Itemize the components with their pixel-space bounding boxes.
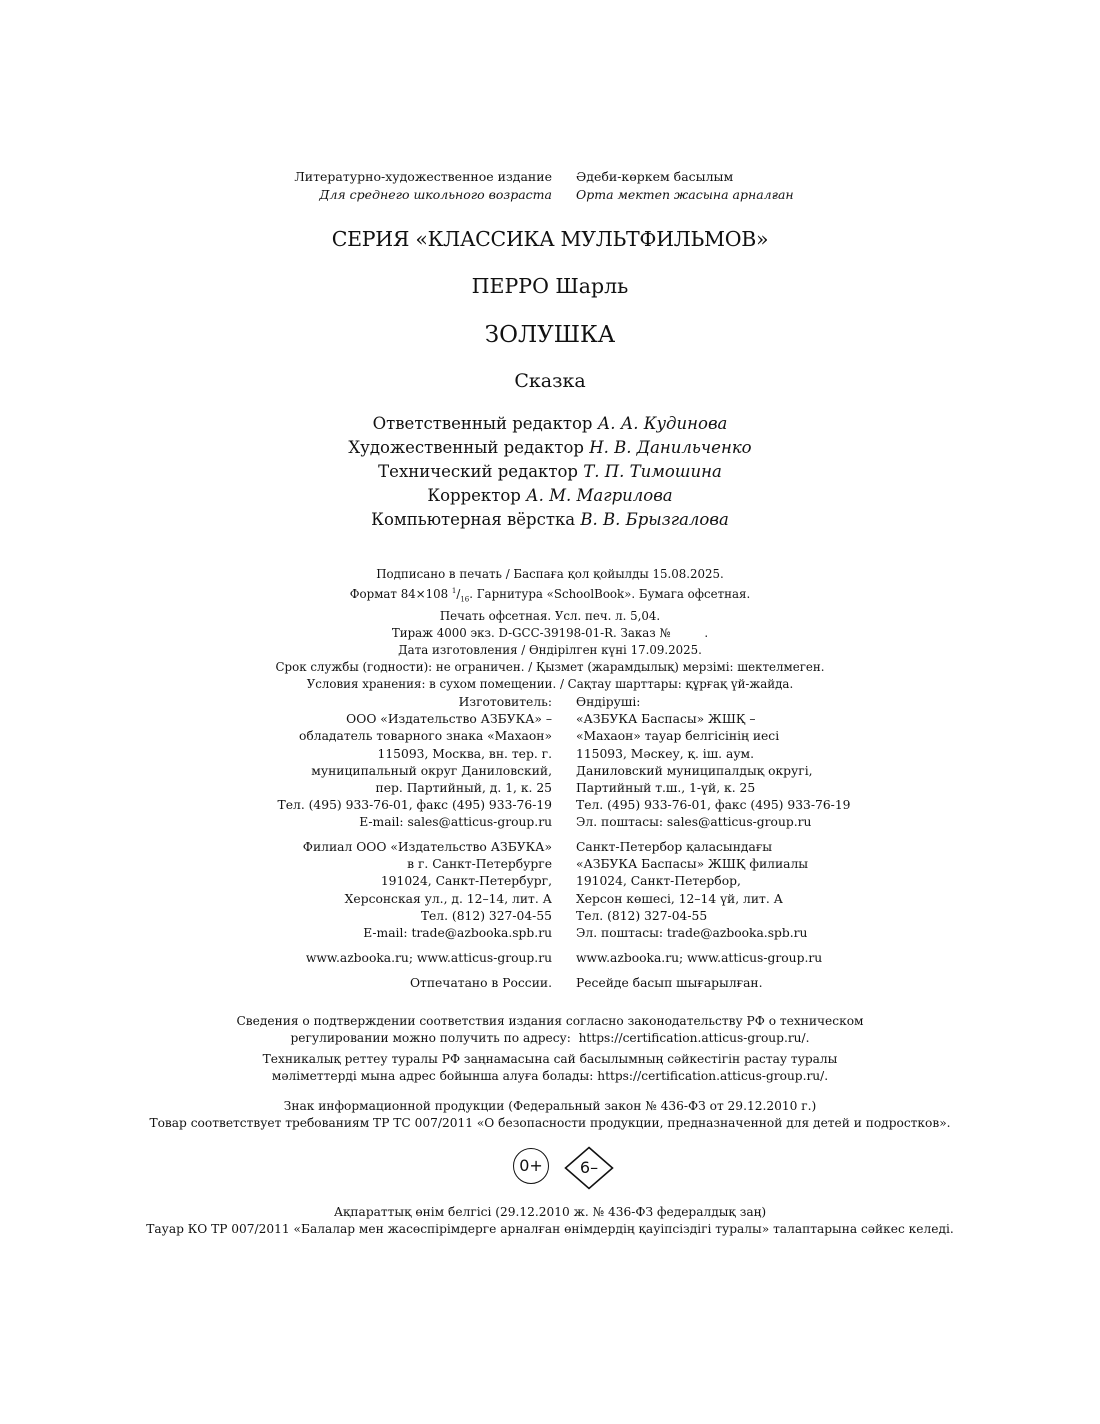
imprint-run: Тираж 4000 экз. D-GCC-39198-01-R. Заказ № .	[391, 626, 709, 641]
credit-name: Т. П. Тимошина	[583, 462, 722, 481]
format-sub: 16	[460, 595, 470, 604]
printed-ru: Отпечатано в России.	[409, 976, 552, 990]
genre-ru	[294, 168, 552, 204]
cert-ru-line: Сведения о подтверждении соответствия издания согласно законодательству РФ о техническом	[236, 1014, 864, 1028]
maker-kz-line: «Махаон» тауар белгісінің иесі	[576, 729, 780, 744]
info-ru-line: Товар соответствует требованиям ТР ТС 007/2011 «О безопасности продукции, предназначенной для детей и подростков».	[149, 1116, 951, 1130]
book-title: ЗОЛУШКА	[484, 322, 616, 348]
imprint-print: Печать офсетная. Усл. печ. л. 5,04.	[439, 609, 661, 624]
branch-ru	[303, 839, 552, 942]
branch-ru-line: 191024, Санкт-Петербург,	[380, 874, 552, 889]
certification-kz	[0, 1051, 1100, 1085]
branch-kz-line: Санкт-Петербор қаласындағы	[576, 840, 773, 854]
age-0plus-circle-icon: 0+	[513, 1148, 549, 1184]
info-product-kz	[0, 1204, 1100, 1238]
certification-ru	[0, 1013, 1100, 1047]
credit-name: А. А. Кудинова	[597, 414, 728, 433]
age-6-diamond-icon	[564, 1146, 614, 1190]
branch-ru-line: в г. Санкт-Петербурге	[407, 857, 552, 872]
cert-ru-line: регулировании можно получить по адресу: https://certification.atticus-group.ru/.	[290, 1031, 810, 1045]
websites-ru: www.azbooka.ru; www.atticus-group.ru	[305, 951, 552, 965]
credit-name: В. В. Брызгалова	[580, 510, 729, 529]
branch-kz-email: Эл. поштасы: trade@azbooka.spb.ru	[576, 926, 808, 941]
maker-kz-line: Өндіруші:	[576, 695, 641, 709]
branch-kz-line: «АЗБУКА Баспасы» ЖШҚ филиалы	[576, 857, 809, 872]
maker-ru-line: муниципальный округ Даниловский,	[311, 763, 552, 778]
series-title: СЕРИЯ «КЛАССИКА МУЛЬТФИЛЬМОВ»	[331, 227, 769, 251]
branch-ru-email: E-mail: trade@azbooka.spb.ru	[363, 926, 552, 941]
imprint-storage: Условия хранения: в сухом помещении. / Сақтау шарттары: құрғақ үй-жайда.	[306, 677, 794, 692]
info-kz-line: Ақпараттық өнім белгісі (29.12.2010 ж. № 436-ФЗ федералдық заң)	[333, 1205, 767, 1219]
info-product-ru	[0, 1098, 1100, 1132]
maker-kz-line: Партийный т.ш., 1-үй, к. 25	[576, 781, 756, 796]
imprint-date: Дата изготовления / Өндірілген күні 17.09.2025.	[398, 643, 702, 658]
cert-kz-line: мәліметтерді мына адрес бойынша алуға болады: https://certification.atticus-group.ru/.	[271, 1069, 829, 1083]
manufacturer-ru	[278, 694, 552, 832]
branch-ru-line: Тел. (812) 327-04-55	[420, 908, 552, 923]
genre-ru-age: Для среднего школьного возраста	[319, 187, 552, 202]
genre-kz	[576, 168, 794, 204]
maker-ru-line: Тел. (495) 933-76-01, факс (495) 933-76-19	[277, 798, 552, 813]
maker-ru-line: пер. Партийный, д. 1, к. 25	[375, 781, 552, 796]
imprint-format: Формат 84×108 $^1/_{16}$. Гарнитура «SchoolBook». Бумага офсетная.	[349, 586, 751, 604]
credit-name: А. М. Магрилова	[526, 486, 673, 505]
maker-ru-email: E-mail: sales@atticus-group.ru	[359, 815, 552, 830]
cert-kz-line: Техникалық реттеу туралы РФ заңнамасына сай басылымның сәйкестігін растау туралы	[262, 1052, 838, 1066]
branch-kz-line: Тел. (812) 327-04-55	[576, 908, 708, 923]
credit-role: Ответственный редактор	[372, 414, 593, 433]
manufacturer-kz	[576, 694, 850, 832]
book-subtitle: Сказка	[514, 370, 586, 392]
maker-kz-line: Даниловский муниципалдық округі,	[576, 763, 813, 778]
branch-ru-line: Херсонская ул., д. 12–14, лит. А	[344, 891, 552, 906]
format-size: Формат 84×108	[349, 586, 449, 601]
format-sup: 1	[451, 587, 457, 595]
maker-ru-line: обладатель товарного знака «Махаон»	[298, 729, 552, 744]
genre-kz-type: Әдеби-көркем басылым	[576, 169, 734, 184]
maker-kz-line: «АЗБУКА Баспасы» ЖШҚ –	[576, 712, 756, 727]
maker-kz-line: 115093, Мәскеу, қ. іш. аум.	[576, 746, 755, 761]
genre-ru-type: Литературно-художественное издание	[294, 169, 552, 184]
printed-kz: Ресейде басып шығарылған.	[576, 976, 763, 990]
info-kz-line: Тауар КО ТР 007/2011 «Балалар мен жасөспірімдерге арналған өнімдердің қауіпсіздігі туралы» талаптарына сәйкес келеді.	[146, 1222, 954, 1236]
credit-role: Технический редактор	[378, 462, 578, 481]
age-6-label: 6–	[579, 1158, 599, 1177]
maker-kz-email: Эл. поштасы: sales@atticus-group.ru	[576, 815, 812, 830]
credit-line	[0, 508, 1100, 532]
imprint-block	[0, 566, 1100, 693]
credit-line	[0, 460, 1100, 484]
websites-kz: www.azbooka.ru; www.atticus-group.ru	[576, 951, 823, 965]
branch-kz-line: 191024, Санкт-Петербор,	[576, 874, 741, 889]
maker-kz-line: Тел. (495) 933-76-01, факс (495) 933-76-19	[576, 798, 851, 813]
branch-ru-line: Филиал ООО «Издательство АЗБУКА»	[302, 840, 552, 854]
credit-role: Корректор	[427, 486, 521, 505]
imprint-shelf-life: Срок службы (годности): не ограничен. / Қызмет (жарамдылық) мерзімі: шектелмеген.	[275, 660, 825, 675]
credit-role: Компьютерная вёрстка	[371, 510, 576, 529]
branch-kz	[576, 839, 808, 942]
info-ru-line: Знак информационной продукции (Федеральный закон № 436-ФЗ от 29.12.2010 г.)	[283, 1099, 817, 1113]
credit-line	[0, 484, 1100, 508]
maker-ru-line: 115093, Москва, вн. тер. г.	[377, 746, 552, 761]
branch-kz-line: Херсон көшесі, 12–14 үй, лит. А	[576, 891, 783, 906]
genre-kz-age: Орта мектеп жасына арналған	[576, 187, 794, 202]
maker-ru-line: ООО «Издательство АЗБУКА» –	[346, 712, 552, 727]
imprint-signed: Подписано в печать / Баспаға қол қойылды 15.08.2025.	[376, 567, 724, 581]
maker-ru-line: Изготовитель:	[458, 695, 552, 709]
author-name: ПЕРРО Шарль	[471, 274, 629, 298]
credit-line	[0, 412, 1100, 436]
credits-list	[0, 412, 1100, 532]
credit-role: Художественный редактор	[348, 438, 584, 457]
format-details: . Гарнитура «SchoolBook». Бумага офсетная.	[469, 586, 751, 601]
credit-name: Н. В. Данильченко	[589, 438, 752, 457]
credit-line	[0, 436, 1100, 460]
age-rating-signs	[512, 1146, 618, 1192]
